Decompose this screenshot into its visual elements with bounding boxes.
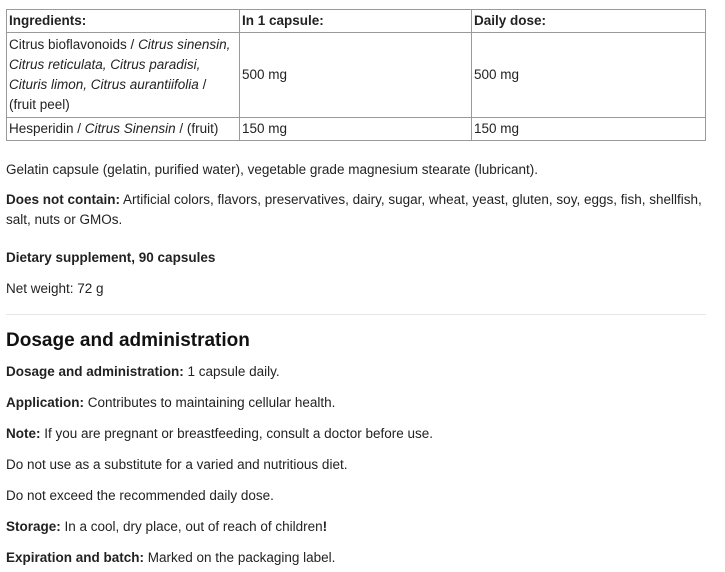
ingredient-name: Citrus bioflavonoids / <box>9 37 139 52</box>
note-text: If you are pregnant or breastfeeding, consult a doctor before use. <box>40 426 433 441</box>
supplement-info: Dietary supplement, 90 capsules <box>6 250 216 265</box>
dosage-label: Dosage and administration: <box>6 364 184 379</box>
ingredient-latin: Citrus Sinensin <box>84 121 176 136</box>
substitute-warning: Do not use as a substitute for a varied and nutritious diet. <box>6 457 348 472</box>
does-not-contain-text: Artificial colors, flavors, preservatives, dairy, sugar, wheat, yeast, gluten, soy, eggs, fish, shellfish, salt, nuts or GMOs. <box>6 192 702 227</box>
dosage-heading: Dosage and administration <box>6 330 250 351</box>
dosage-text: 1 capsule daily. <box>183 364 280 379</box>
header-ingredients: Ingredients: <box>7 10 240 33</box>
ingredient-cell <box>7 118 240 141</box>
header-daily-dose: Daily dose: <box>472 10 706 33</box>
section-divider <box>6 314 706 315</box>
note-label: Note: <box>6 426 41 441</box>
capsule-composition: Gelatin capsule (gelatin, purified water), vegetable grade magnesium stearate (lubricant). <box>6 162 539 177</box>
ingredient-name: Hesperidin / <box>9 121 85 136</box>
product-info <box>6 9 706 568</box>
does-not-contain <box>6 190 706 230</box>
per-capsule-cell: 150 mg <box>240 118 472 141</box>
dosage-line <box>6 362 706 382</box>
table-header-row <box>7 10 706 33</box>
ingredients-table <box>6 9 706 141</box>
expiration-line <box>6 548 706 568</box>
note-line <box>6 424 706 444</box>
header-per-capsule: In 1 capsule: <box>240 10 472 33</box>
application-line <box>6 393 706 413</box>
table-row <box>7 33 706 118</box>
storage-label: Storage: <box>6 519 61 534</box>
expiration-label: Expiration and batch: <box>6 550 145 565</box>
daily-dose-cell: 150 mg <box>472 118 706 141</box>
daily-dose-cell: 500 mg <box>472 33 706 118</box>
storage-line <box>6 517 706 537</box>
application-text: Contributes to maintaining cellular health. <box>84 395 336 410</box>
table-row <box>7 118 706 141</box>
expiration-text: Marked on the packaging label. <box>144 550 336 565</box>
per-capsule-cell: 500 mg <box>240 33 472 118</box>
ingredient-latin: Citrus sinensin, Citrus reticulata, Citrus paradisi, Cituris limon, Citrus aurantiifolia <box>9 37 231 92</box>
ingredient-source: / (fruit peel) <box>9 77 207 112</box>
exceed-warning: Do not exceed the recommended daily dose. <box>6 488 274 503</box>
net-weight: Net weight: 72 g <box>6 281 104 296</box>
storage-exclamation: ! <box>322 519 328 534</box>
does-not-contain-label: Does not contain: <box>6 192 120 207</box>
application-label: Application: <box>6 395 84 410</box>
ingredient-source: / (fruit) <box>175 121 219 136</box>
storage-text: In a cool, dry place, out of reach of children <box>60 519 323 534</box>
ingredient-cell <box>7 33 240 118</box>
